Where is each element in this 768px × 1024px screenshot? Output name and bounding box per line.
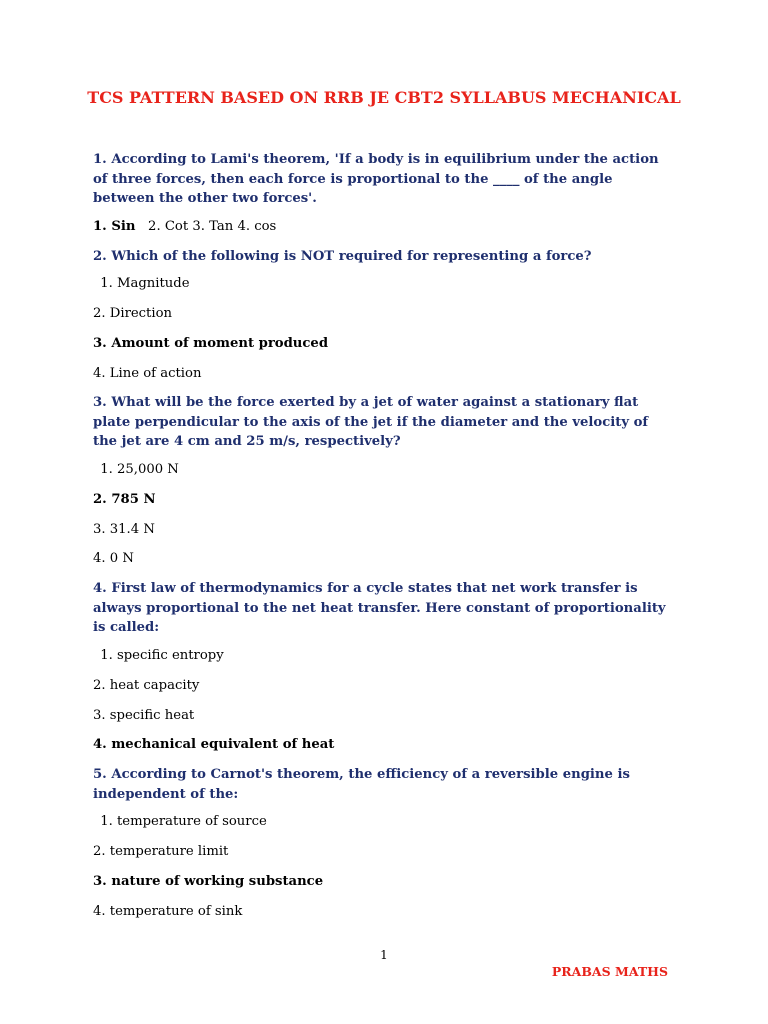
question-1-options-rest: 2. Cot 3. Tan 4. cos (135, 218, 277, 234)
question-4-option-4: 4. mechanical equivalent of heat (93, 737, 335, 753)
question-5: 5. According to Carnot's theorem, the efficiency of a reversible engine is independent of the: (93, 767, 630, 802)
page-number: 1 (380, 948, 388, 962)
question-3-option-3: 3. 31.4 N (93, 521, 155, 537)
footer-brand: PRABAS MATHS (551, 964, 668, 979)
question-5-option-1: 1. temperature of source (96, 814, 267, 830)
question-2-option-2: 2. Direction (93, 305, 173, 321)
question-2-option-4: 4. Line of action (93, 365, 202, 381)
question-3: 3. What will be the force exerted by a jet of water against a stationary flat plate perpendicular to the axis of the jet if the diameter and the velocity of the jet are 4 cm and 25 m/s, respectively? (93, 395, 649, 450)
question-5-option-4: 4. temperature of sink (93, 903, 243, 919)
question-4-option-1: 1. specific entropy (96, 647, 224, 663)
question-2-option-3: 3. Amount of moment produced (93, 335, 329, 351)
question-3-option-4: 4. 0 N (93, 551, 134, 567)
question-2-option-1: 1. Magnitude (96, 276, 190, 292)
question-3-option-1: 1. 25,000 N (96, 462, 179, 478)
question-4-option-2: 2. heat capacity (93, 677, 200, 693)
question-1-option-1: 1. Sin (93, 218, 136, 234)
page-title: TCS PATTERN BASED ON RRB JE CBT2 SYLLABUS MECHANICAL (87, 88, 681, 107)
question-2: 2. Which of the following is NOT required for representing a force? (93, 248, 592, 264)
question-1-options (93, 217, 668, 237)
question-4-option-3: 3. specific heat (93, 707, 195, 723)
question-list (93, 150, 668, 931)
question-1: 1. According to Lami's theorem, 'If a body is in equilibrium under the action of three forces, then each force is proportional to the ____ of the angle between the other two forces'. (93, 152, 659, 207)
question-4: 4. First law of thermodynamics for a cycle states that net work transfer is always proportional to the net heat transfer. Here constant of proportionality is called: (93, 581, 666, 636)
question-5-option-3: 3. nature of working substance (93, 873, 324, 889)
question-3-option-2: 2. 785 N (93, 491, 156, 507)
question-5-option-2: 2. temperature limit (93, 844, 229, 860)
